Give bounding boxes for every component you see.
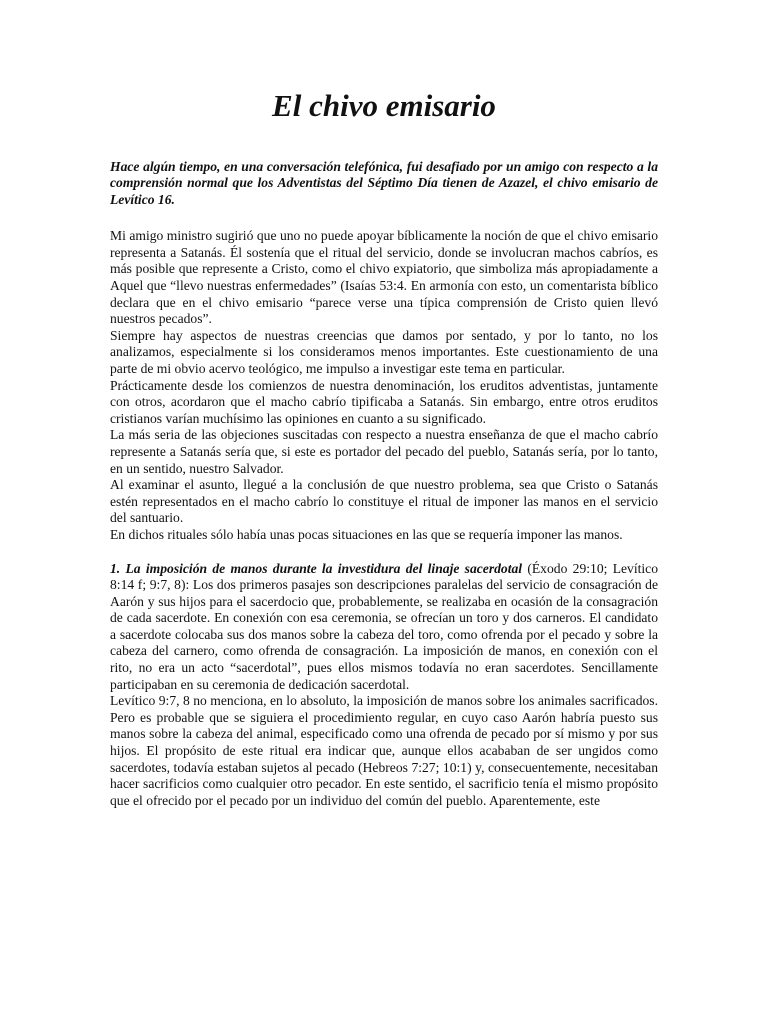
section-1 (110, 561, 658, 810)
section-1-paragraph (110, 561, 658, 694)
body-paragraph: Siempre hay aspectos de nuestras creencias que damos por sentado, y por lo tanto, no los analizamos, especialmente si los consideramos menos importantes. Este cuestionamiento de una parte de mi obvio acervo teológico, me impulso a investigar este tema en particular. (110, 327, 658, 376)
document-page (110, 0, 658, 809)
body-paragraph: Al examinar el asunto, llegué a la conclusión de que nuestro problema, sea que Cristo o Satanás estén representados en el macho cabrío lo constituye el ritual de imponer las manos en el servicio del santuario. (110, 477, 658, 526)
body-paragraph: Prácticamente desde los comienzos de nuestra denominación, los eruditos adventistas, juntamente con otros, acordaron que el macho cabrío tipificaba a Satanás. Sin embargo, entre otros eruditos cristianos varían muchísimo las opiniones en cuanto a su significado. (110, 377, 658, 426)
document-title: El chivo emisario (272, 88, 496, 123)
intro-paragraph: Hace algún tiempo, en una conversación telefónica, fui desafiado por un amigo con respecto a la comprensión normal que los Adventistas del Séptimo Día tienen de Azazel, el chivo emisario de Levítico 16. (110, 159, 658, 207)
section-1-heading: 1. La imposición de manos durante la investidura del linaje sacerdotal (110, 560, 523, 576)
body-paragraph: La más seria de las objeciones suscitadas con respecto a nuestra enseñanza de que el macho cabrío represente a Satanás sería que, si este es portador del pecado del pueblo, Satanás sería, por lo tanto, en un sentido, nuestro Salvador. (110, 427, 658, 476)
section-1-text: (Éxodo 29:10; Levítico 8:14 f; 9:7, 8): Los dos primeros pasajes son descripciones paralelas del servicio de consagración de Aarón y sus hijos para el sacerdocio que, probablemente, se realizaba en ocasión de la consagración de cada sacerdote. En conexión con esa ceremonia, se ofrecían un toro y dos carneros. El candidato a sacerdote colocaba sus dos manos sobre la cabeza del toro, como ofrenda por el pecado y sobre la cabeza del carnero, como ofrenda de consagración. La imposición de manos, en conexión con el rito, no era un acto “sacerdotal”, pues ellos mismos todavía no eran sacerdotes. Sencillamente participaban en su ceremonia de dedicación sacerdotal. (110, 560, 658, 692)
section-1-paragraph-2: Levítico 9:7, 8 no menciona, en lo absoluto, la imposición de manos sobre los animales sacrificados. Pero es probable que se siguiera el procedimiento regular, en cuyo caso Aarón habría puesto sus manos sobre la cabeza del animal, especificado como una ofrenda de pecado por sí mismo y por sus hijos. El propósito de este ritual era indicar que, aunque ellos acababan de ser ungidos como sacerdotes, todavía estaban sujetos al pecado (Hebreos 7:27; 10:1) y, consecuentemente, necesitaban hacer sacrificios como cualquier otro pecador. En este sentido, el sacrificio tenía el mismo propósito que el ofrecido por el pecado por un individuo del común del pueblo. Aparentemente, este (110, 693, 658, 808)
body-paragraph: Mi amigo ministro sugirió que uno no puede apoyar bíblicamente la noción de que el chivo emisario representa a Satanás. Él sostenía que el ritual del servicio, donde se involucran machos cabríos, es más posible que represente a Cristo, como el chivo expiatorio, que simboliza más apropiadamente a Aquel que “llevo nuestras enfermedades” (Isaías 53:4. En armonía con esto, un comentarista bíblico declara que en el chivo emisario “parece verse una típica comprensión de Cristo quien llevó nuestros pecados”. (110, 228, 658, 327)
body-text (110, 228, 658, 543)
body-paragraph: En dichos rituales sólo había unas pocas situaciones en las que se requería imponer las manos. (110, 526, 623, 542)
